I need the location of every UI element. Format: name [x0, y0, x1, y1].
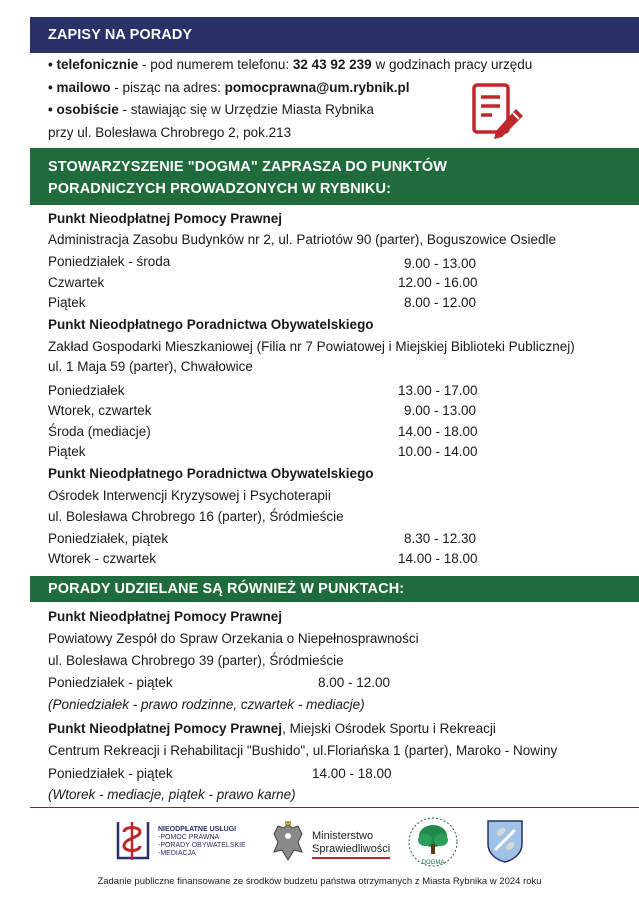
ministry-logo-text: Ministerstwo Sprawiedliwości [312, 830, 390, 859]
point5-address: Centrum Rekreacji i Rehabilitacji "Bushido", ul.Floriańska 1 (parter), Maroko - Nowiny [48, 743, 558, 758]
point2-address: ul. 1 Maja 59 (parter), Chwałowice [48, 359, 253, 374]
point3-row-hours: 14.00 - 18.00 [398, 551, 478, 566]
dogma-band [30, 148, 639, 205]
contact-phone-label: telefonicznie [56, 57, 139, 72]
point4-hours: 8.00 - 12.00 [318, 675, 391, 690]
point1-row-day: Piątek [48, 295, 86, 310]
header-band [30, 17, 639, 53]
contact-person-label: osobiście [56, 102, 119, 117]
point3-address: Ośrodek Interwencji Kryzysowej i Psychoterapii [48, 488, 331, 503]
point3-row-day: Poniedziałek, piątek [48, 531, 169, 546]
point2-row-day: Wtorek, czwartek [48, 403, 152, 418]
contact-phone-number: 32 43 92 239 [292, 57, 372, 72]
point2-row-day: Piątek [48, 444, 86, 459]
point3-address: ul. Bolesława Chrobrego 16 (parter), Śródmieście [48, 509, 344, 524]
ministry-underline [312, 857, 390, 859]
point2-row-day: Środa (mediacje) [48, 424, 151, 439]
header-title: ZAPISY NA PORADY [48, 27, 193, 43]
point1-row-hours: 8.00 - 12.00 [404, 295, 477, 310]
point3-row-hours: 8.30 - 12.30 [404, 531, 477, 546]
npp-logo-text: NIEODPŁATNE USŁUGI -POMOC PRAWNA -PORADY OBYWATELSKIE -MEDIACJA [158, 826, 246, 857]
point2-address: Zakład Gospodarki Mieszkaniowej (Filia nr 7 Powiatowej i Miejskiej Biblioteki Publicznej) [48, 339, 575, 354]
point2-row-hours: 9.00 - 13.00 [404, 403, 477, 418]
point1-row-day: Poniedziałek - środa [48, 254, 171, 269]
contact-person: • osobiście - stawiając się w Urzędzie Miasta Rybnika [48, 102, 374, 117]
point4-address: ul. Bolesława Chrobrego 39 (parter), Śródmieście [48, 653, 344, 668]
dogma-title-line2: PORADNICZYCH PROWADZONYCH W RYBNIKU: [48, 181, 391, 197]
point5-day: Poniedziałek - piątek [48, 766, 173, 781]
point1-row-hours: 12.00 - 16.00 [398, 275, 478, 290]
footer-note: Zadanie publiczne finansowane ze środków budżetu państwa otrzymanych z Miasta Rybnika w 2024 roku [97, 876, 542, 887]
point2-row-day: Poniedziałek [48, 383, 125, 398]
also-title: PORADY UDZIELANE SĄ RÓWNIEŻ W PUNKTACH: [48, 581, 405, 597]
point4-title: Punkt Nieodpłatnej Pomocy Prawnej [48, 609, 283, 624]
point2-row-hours: 13.00 - 17.00 [398, 383, 478, 398]
point1-row-day: Czwartek [48, 275, 105, 290]
point4-day: Poniedziałek - piątek [48, 675, 173, 690]
rybnik-coat-of-arms-icon [485, 818, 525, 864]
point1-title: Punkt Nieodpłatnej Pomocy Prawnej [48, 211, 283, 226]
point1-address: Administracja Zasobu Budynków nr 2, ul. Patriotów 90 (parter), Boguszowice Osiedle [48, 232, 556, 247]
contact-mail-label: mailowo [56, 80, 111, 95]
point5-title: Punkt Nieodpłatnej Pomocy Prawnej, Miejski Ośrodek Sportu i Rekreacji [48, 721, 496, 736]
contact-mail-address[interactable]: pomocprawna@um.rybnik.pl [224, 80, 410, 95]
point1-row-hours: 9.00 - 13.00 [404, 256, 477, 271]
point5-note: (Wtorek - mediacje, piątek - prawo karne) [48, 787, 296, 802]
divider [30, 807, 639, 808]
contact-phone: • telefonicznie - pod numerem telefonu: 32 43 92 239 w godzinach pracy urzędu [48, 57, 533, 72]
form-pen-icon [470, 82, 524, 140]
point3-row-day: Wtorek - czwartek [48, 551, 157, 566]
point2-row-hours: 10.00 - 14.00 [398, 444, 478, 459]
point4-address: Powiatowy Zespół do Spraw Orzekania o Niepełnosprawności [48, 631, 419, 646]
logos-row [0, 812, 639, 872]
contact-mail: • mailowo - pisząc na adres: pomocprawna@um.rybnik.pl [48, 80, 410, 95]
point2-row-hours: 14.00 - 18.00 [398, 424, 478, 439]
npp-logo-icon [110, 818, 156, 864]
point4-note: (Poniedziałek - prawo rodzinne, czwartek - mediacje) [48, 697, 365, 712]
dogma-tree-icon [405, 814, 461, 870]
point2-title: Punkt Nieodpłatnego Poradnictwa Obywatelskiego [48, 317, 374, 332]
also-band [30, 576, 639, 602]
contact-person-address: przy ul. Bolesława Chrobrego 2, pok.213 [48, 125, 292, 140]
point3-title: Punkt Nieodpłatnego Poradnictwa Obywatelskiego [48, 466, 374, 481]
point5-hours: 14.00 - 18.00 [312, 766, 392, 781]
eagle-emblem-icon [270, 820, 306, 864]
dogma-logo-label: DOGMA [421, 860, 445, 866]
dogma-title-line1: STOWARZYSZENIE "DOGMA" ZAPRASZA DO PUNKTÓW [48, 159, 447, 175]
